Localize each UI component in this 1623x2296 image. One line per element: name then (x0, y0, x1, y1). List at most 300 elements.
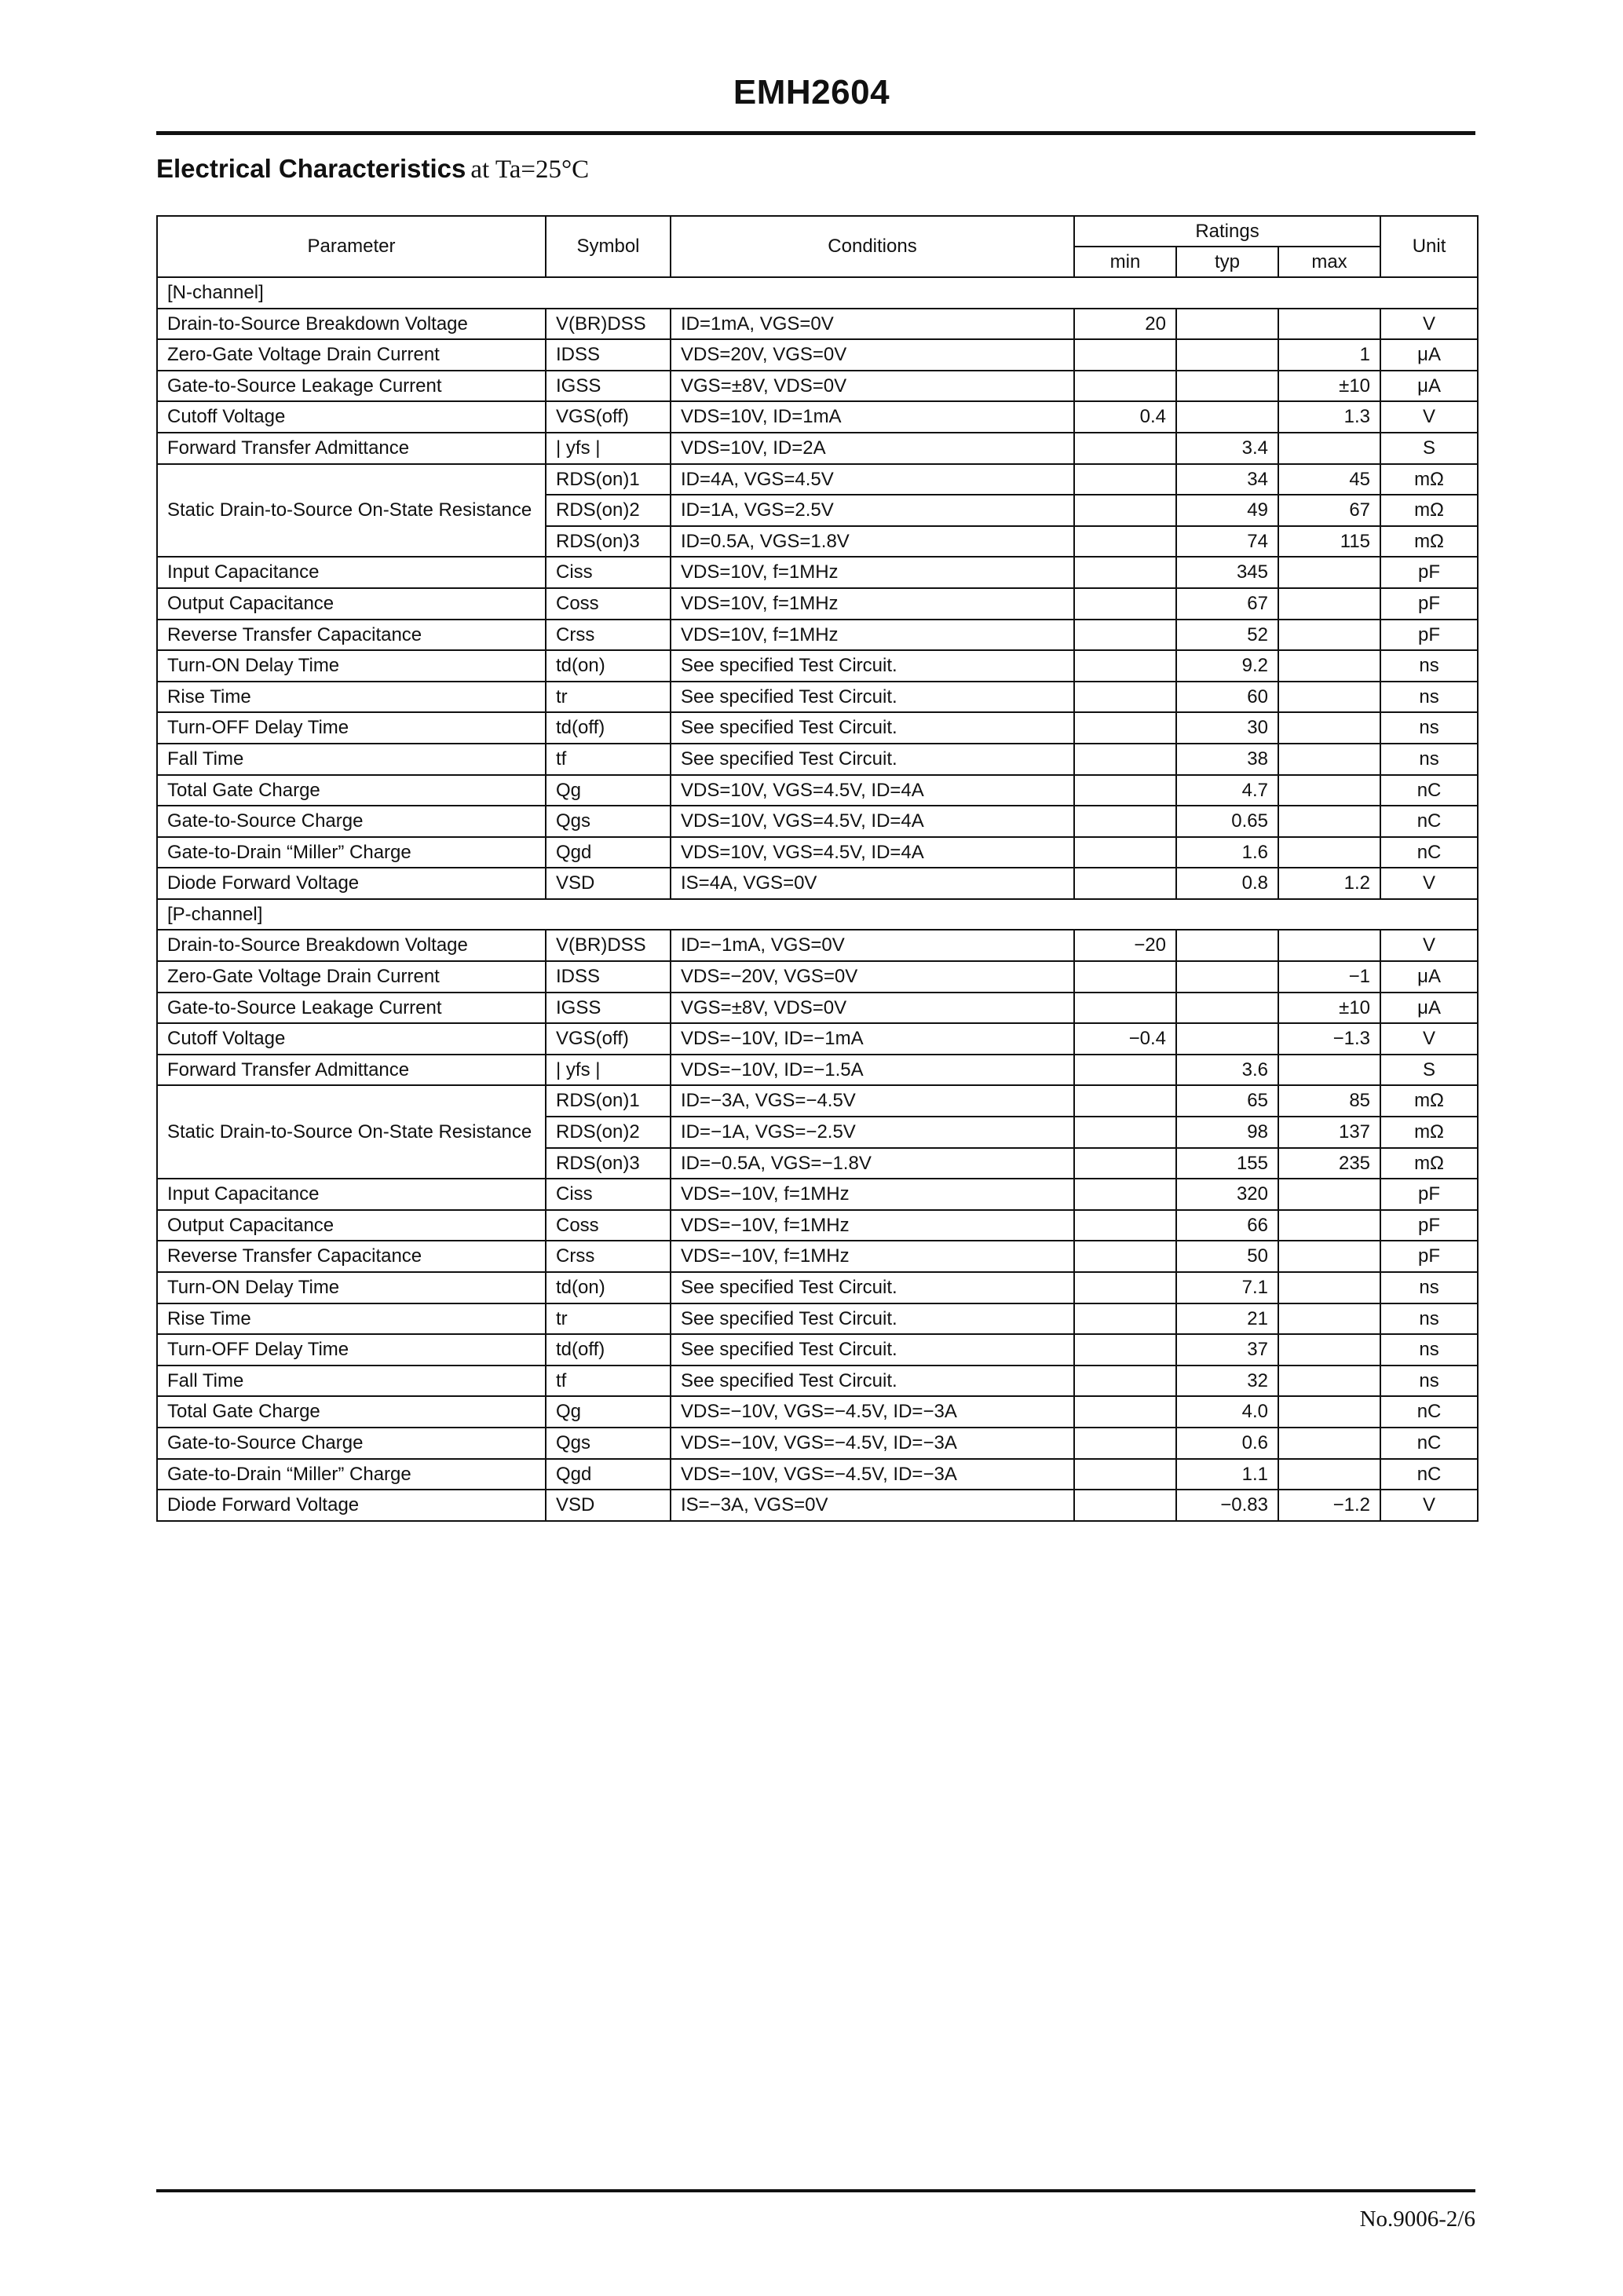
table-row (157, 1023, 1478, 1055)
typ-cell: 1.6 (1176, 837, 1278, 868)
symbol-cell: VSD (546, 1490, 671, 1521)
conditions-cell: See specified Test Circuit. (671, 1272, 1074, 1303)
conditions-cell: VDS=−10V, ID=−1.5A (671, 1055, 1074, 1086)
param-cell: Diode Forward Voltage (157, 868, 546, 899)
table-row (157, 682, 1478, 713)
unit-cell: nC (1380, 1396, 1478, 1428)
table-row (157, 1490, 1478, 1521)
section-heading (156, 154, 589, 185)
table-row (157, 961, 1478, 993)
unit-cell: V (1380, 930, 1478, 961)
min-cell (1074, 682, 1176, 713)
symbol-cell: td(on) (546, 650, 671, 682)
group-label: [N-channel] (157, 277, 1478, 309)
conditions-cell: VDS=−10V, f=1MHz (671, 1179, 1074, 1210)
max-cell: 45 (1278, 464, 1380, 495)
unit-cell: μA (1380, 993, 1478, 1024)
conditions-cell: VDS=10V, f=1MHz (671, 620, 1074, 651)
unit-cell: pF (1380, 1210, 1478, 1241)
min-cell (1074, 371, 1176, 402)
conditions-cell: ID=1A, VGS=2.5V (671, 495, 1074, 526)
conditions-cell: See specified Test Circuit. (671, 712, 1074, 744)
conditions-cell: ID=1mA, VGS=0V (671, 309, 1074, 340)
unit-cell: S (1380, 1055, 1478, 1086)
max-cell (1278, 837, 1380, 868)
param-cell: Turn-ON Delay Time (157, 650, 546, 682)
unit-cell: nC (1380, 837, 1478, 868)
conditions-cell: VGS=±8V, VDS=0V (671, 371, 1074, 402)
header-ratings: Ratings (1074, 216, 1380, 247)
unit-cell: V (1380, 868, 1478, 899)
typ-cell: 155 (1176, 1148, 1278, 1179)
symbol-cell: | yfs | (546, 1055, 671, 1086)
typ-cell: 49 (1176, 495, 1278, 526)
group-label: [P-channel] (157, 899, 1478, 930)
header-rule (156, 131, 1475, 135)
symbol-cell: | yfs | (546, 433, 671, 464)
min-cell: 20 (1074, 309, 1176, 340)
symbol-cell: IDSS (546, 339, 671, 371)
typ-cell: 50 (1176, 1241, 1278, 1272)
min-cell (1074, 650, 1176, 682)
conditions-cell: VDS=10V, ID=1mA (671, 401, 1074, 433)
param-cell: Turn-OFF Delay Time (157, 712, 546, 744)
max-cell (1278, 806, 1380, 837)
param-cell: Reverse Transfer Capacitance (157, 620, 546, 651)
unit-cell: nC (1380, 775, 1478, 806)
param-cell: Static Drain-to-Source On-State Resistance (157, 1085, 546, 1179)
conditions-cell: VDS=10V, ID=2A (671, 433, 1074, 464)
typ-cell: 9.2 (1176, 650, 1278, 682)
unit-cell: ns (1380, 1334, 1478, 1366)
unit-cell: ns (1380, 1272, 1478, 1303)
param-cell: Input Capacitance (157, 1179, 546, 1210)
unit-cell: V (1380, 309, 1478, 340)
table-row (157, 1303, 1478, 1335)
param-cell: Zero-Gate Voltage Drain Current (157, 961, 546, 993)
min-cell (1074, 1148, 1176, 1179)
table-row (157, 1179, 1478, 1210)
max-cell (1278, 650, 1380, 682)
symbol-cell: VGS(off) (546, 1023, 671, 1055)
symbol-cell: IGSS (546, 993, 671, 1024)
max-cell (1278, 620, 1380, 651)
conditions-cell: ID=−0.5A, VGS=−1.8V (671, 1148, 1074, 1179)
max-cell (1278, 712, 1380, 744)
typ-cell (1176, 993, 1278, 1024)
conditions-cell: VDS=10V, VGS=4.5V, ID=4A (671, 837, 1074, 868)
table-row (157, 1334, 1478, 1366)
typ-cell: 34 (1176, 464, 1278, 495)
unit-cell: mΩ (1380, 1117, 1478, 1148)
symbol-cell: Ciss (546, 1179, 671, 1210)
symbol-cell: tf (546, 744, 671, 775)
typ-cell: 65 (1176, 1085, 1278, 1117)
max-cell: 85 (1278, 1085, 1380, 1117)
min-cell (1074, 837, 1176, 868)
typ-cell (1176, 961, 1278, 993)
param-cell: Drain-to-Source Breakdown Voltage (157, 930, 546, 961)
param-cell: Zero-Gate Voltage Drain Current (157, 339, 546, 371)
typ-cell: 3.6 (1176, 1055, 1278, 1086)
max-cell: 67 (1278, 495, 1380, 526)
conditions-cell: See specified Test Circuit. (671, 682, 1074, 713)
min-cell (1074, 557, 1176, 588)
table-body (157, 277, 1478, 1521)
max-cell (1278, 557, 1380, 588)
symbol-cell: RDS(on)1 (546, 464, 671, 495)
param-cell: Output Capacitance (157, 1210, 546, 1241)
table-row (157, 433, 1478, 464)
max-cell: −1.2 (1278, 1490, 1380, 1521)
header-parameter: Parameter (157, 216, 546, 277)
table-row (157, 775, 1478, 806)
header-unit: Unit (1380, 216, 1478, 277)
typ-cell: 38 (1176, 744, 1278, 775)
table-row (157, 464, 1478, 495)
max-cell: ±10 (1278, 371, 1380, 402)
min-cell (1074, 1085, 1176, 1117)
symbol-cell: V(BR)DSS (546, 930, 671, 961)
symbol-cell: Qgd (546, 837, 671, 868)
symbol-cell: IGSS (546, 371, 671, 402)
typ-cell: 0.8 (1176, 868, 1278, 899)
typ-cell: 67 (1176, 588, 1278, 620)
max-cell: 1.2 (1278, 868, 1380, 899)
conditions-cell: VDS=−20V, VGS=0V (671, 961, 1074, 993)
conditions-cell: VDS=−10V, f=1MHz (671, 1210, 1074, 1241)
symbol-cell: td(on) (546, 1272, 671, 1303)
param-cell: Static Drain-to-Source On-State Resistance (157, 464, 546, 558)
conditions-cell: See specified Test Circuit. (671, 650, 1074, 682)
min-cell (1074, 1241, 1176, 1272)
max-cell (1278, 744, 1380, 775)
symbol-cell: Qgd (546, 1459, 671, 1490)
min-cell (1074, 1366, 1176, 1397)
symbol-cell: IDSS (546, 961, 671, 993)
unit-cell: S (1380, 433, 1478, 464)
symbol-cell: tr (546, 1303, 671, 1335)
symbol-cell: tr (546, 682, 671, 713)
symbol-cell: RDS(on)3 (546, 526, 671, 558)
conditions-cell: ID=−1mA, VGS=0V (671, 930, 1074, 961)
unit-cell: μA (1380, 339, 1478, 371)
max-cell: 137 (1278, 1117, 1380, 1148)
conditions-cell: VDS=10V, f=1MHz (671, 588, 1074, 620)
unit-cell: mΩ (1380, 464, 1478, 495)
max-cell (1278, 775, 1380, 806)
param-cell: Fall Time (157, 744, 546, 775)
conditions-cell: VDS=−10V, VGS=−4.5V, ID=−3A (671, 1396, 1074, 1428)
min-cell (1074, 339, 1176, 371)
max-cell (1278, 682, 1380, 713)
typ-cell: 345 (1176, 557, 1278, 588)
max-cell (1278, 433, 1380, 464)
table-row (157, 744, 1478, 775)
max-cell (1278, 1241, 1380, 1272)
typ-cell: 98 (1176, 1117, 1278, 1148)
symbol-cell: VGS(off) (546, 401, 671, 433)
typ-cell: 0.65 (1176, 806, 1278, 837)
max-cell (1278, 1459, 1380, 1490)
table-row (157, 1396, 1478, 1428)
conditions-cell: VDS=−10V, VGS=−4.5V, ID=−3A (671, 1459, 1074, 1490)
group-row (157, 277, 1478, 309)
conditions-cell: ID=0.5A, VGS=1.8V (671, 526, 1074, 558)
max-cell (1278, 1334, 1380, 1366)
conditions-cell: ID=−3A, VGS=−4.5V (671, 1085, 1074, 1117)
conditions-cell: See specified Test Circuit. (671, 1334, 1074, 1366)
table-row (157, 650, 1478, 682)
min-cell (1074, 1179, 1176, 1210)
table-row (157, 1459, 1478, 1490)
symbol-cell: VSD (546, 868, 671, 899)
typ-cell: 0.6 (1176, 1428, 1278, 1459)
conditions-cell: VGS=±8V, VDS=0V (671, 993, 1074, 1024)
min-cell (1074, 961, 1176, 993)
symbol-cell: RDS(on)1 (546, 1085, 671, 1117)
typ-cell (1176, 309, 1278, 340)
param-cell: Forward Transfer Admittance (157, 433, 546, 464)
unit-cell: mΩ (1380, 495, 1478, 526)
max-cell (1278, 1055, 1380, 1086)
min-cell (1074, 495, 1176, 526)
typ-cell: 60 (1176, 682, 1278, 713)
document-title: EMH2604 (733, 73, 890, 112)
unit-cell: V (1380, 1490, 1478, 1521)
table-row (157, 837, 1478, 868)
param-cell: Reverse Transfer Capacitance (157, 1241, 546, 1272)
min-cell (1074, 526, 1176, 558)
max-cell: −1.3 (1278, 1023, 1380, 1055)
max-cell (1278, 1428, 1380, 1459)
conditions-cell: VDS=10V, VGS=4.5V, ID=4A (671, 806, 1074, 837)
param-cell: Gate-to-Source Leakage Current (157, 993, 546, 1024)
max-cell: 1 (1278, 339, 1380, 371)
conditions-cell: See specified Test Circuit. (671, 1303, 1074, 1335)
header-conditions: Conditions (671, 216, 1074, 277)
characteristics-table (156, 215, 1479, 1522)
unit-cell: nC (1380, 1459, 1478, 1490)
unit-cell: ns (1380, 1366, 1478, 1397)
header-min: min (1074, 247, 1176, 277)
unit-cell: mΩ (1380, 1148, 1478, 1179)
unit-cell: ns (1380, 712, 1478, 744)
unit-cell: ns (1380, 744, 1478, 775)
min-cell (1074, 1396, 1176, 1428)
min-cell (1074, 775, 1176, 806)
min-cell (1074, 1428, 1176, 1459)
typ-cell (1176, 930, 1278, 961)
typ-cell: 32 (1176, 1366, 1278, 1397)
conditions-cell: VDS=20V, VGS=0V (671, 339, 1074, 371)
typ-cell: −0.83 (1176, 1490, 1278, 1521)
typ-cell: 4.0 (1176, 1396, 1278, 1428)
table-row (157, 371, 1478, 402)
min-cell (1074, 712, 1176, 744)
max-cell (1278, 1179, 1380, 1210)
table-row (157, 1085, 1478, 1117)
param-cell: Input Capacitance (157, 557, 546, 588)
min-cell (1074, 993, 1176, 1024)
typ-cell (1176, 1023, 1278, 1055)
max-cell: 1.3 (1278, 401, 1380, 433)
symbol-cell: Coss (546, 588, 671, 620)
param-cell: Turn-ON Delay Time (157, 1272, 546, 1303)
min-cell: 0.4 (1074, 401, 1176, 433)
symbol-cell: Crss (546, 620, 671, 651)
max-cell (1278, 588, 1380, 620)
unit-cell: ns (1380, 1303, 1478, 1335)
typ-cell: 74 (1176, 526, 1278, 558)
header-typ: typ (1176, 247, 1278, 277)
section-condition: at Ta=25°C (470, 155, 590, 184)
conditions-cell: VDS=−10V, ID=−1mA (671, 1023, 1074, 1055)
symbol-cell: Coss (546, 1210, 671, 1241)
max-cell: ±10 (1278, 993, 1380, 1024)
min-cell (1074, 433, 1176, 464)
symbol-cell: RDS(on)2 (546, 495, 671, 526)
symbol-cell: td(off) (546, 712, 671, 744)
symbol-cell: Crss (546, 1241, 671, 1272)
typ-cell: 30 (1176, 712, 1278, 744)
typ-cell: 3.4 (1176, 433, 1278, 464)
min-cell (1074, 1303, 1176, 1335)
unit-cell: nC (1380, 1428, 1478, 1459)
unit-cell: pF (1380, 557, 1478, 588)
symbol-cell: V(BR)DSS (546, 309, 671, 340)
table-row (157, 1055, 1478, 1086)
table-row (157, 1272, 1478, 1303)
group-row (157, 899, 1478, 930)
unit-cell: mΩ (1380, 1085, 1478, 1117)
min-cell: −20 (1074, 930, 1176, 961)
unit-cell: V (1380, 1023, 1478, 1055)
min-cell (1074, 1272, 1176, 1303)
symbol-cell: td(off) (546, 1334, 671, 1366)
param-cell: Forward Transfer Admittance (157, 1055, 546, 1086)
param-cell: Diode Forward Voltage (157, 1490, 546, 1521)
conditions-cell: VDS=−10V, VGS=−4.5V, ID=−3A (671, 1428, 1074, 1459)
max-cell (1278, 1303, 1380, 1335)
typ-cell: 52 (1176, 620, 1278, 651)
min-cell (1074, 1334, 1176, 1366)
table-row (157, 620, 1478, 651)
unit-cell: pF (1380, 588, 1478, 620)
param-cell: Total Gate Charge (157, 775, 546, 806)
param-cell: Rise Time (157, 682, 546, 713)
max-cell (1278, 309, 1380, 340)
param-cell: Cutoff Voltage (157, 401, 546, 433)
min-cell (1074, 1117, 1176, 1148)
symbol-cell: RDS(on)3 (546, 1148, 671, 1179)
min-cell (1074, 1490, 1176, 1521)
param-cell: Output Capacitance (157, 588, 546, 620)
section-title: Electrical Characteristics (156, 154, 466, 183)
table-row (157, 712, 1478, 744)
symbol-cell: Qg (546, 775, 671, 806)
max-cell: 235 (1278, 1148, 1380, 1179)
param-cell: Gate-to-Source Leakage Current (157, 371, 546, 402)
page-number: No.9006-2/6 (1359, 2206, 1475, 2232)
unit-cell: pF (1380, 1241, 1478, 1272)
min-cell (1074, 744, 1176, 775)
min-cell: −0.4 (1074, 1023, 1176, 1055)
table-row (157, 1210, 1478, 1241)
min-cell (1074, 1055, 1176, 1086)
unit-cell: ns (1380, 682, 1478, 713)
unit-cell: ns (1380, 650, 1478, 682)
max-cell: 115 (1278, 526, 1380, 558)
symbol-cell: tf (546, 1366, 671, 1397)
typ-cell: 320 (1176, 1179, 1278, 1210)
symbol-cell: Qgs (546, 806, 671, 837)
table-row (157, 1366, 1478, 1397)
table-row (157, 557, 1478, 588)
max-cell (1278, 1272, 1380, 1303)
header-max: max (1278, 247, 1380, 277)
symbol-cell: Qg (546, 1396, 671, 1428)
table-row (157, 868, 1478, 899)
unit-cell: nC (1380, 806, 1478, 837)
symbol-cell: Ciss (546, 557, 671, 588)
conditions-cell: ID=−1A, VGS=−2.5V (671, 1117, 1074, 1148)
footer-rule (156, 2189, 1475, 2192)
param-cell: Drain-to-Source Breakdown Voltage (157, 309, 546, 340)
unit-cell: pF (1380, 1179, 1478, 1210)
min-cell (1074, 588, 1176, 620)
typ-cell (1176, 339, 1278, 371)
unit-cell: μA (1380, 371, 1478, 402)
typ-cell: 21 (1176, 1303, 1278, 1335)
typ-cell: 1.1 (1176, 1459, 1278, 1490)
table-row (157, 930, 1478, 961)
typ-cell: 37 (1176, 1334, 1278, 1366)
symbol-cell: RDS(on)2 (546, 1117, 671, 1148)
unit-cell: mΩ (1380, 526, 1478, 558)
conditions-cell: VDS=−10V, f=1MHz (671, 1241, 1074, 1272)
table-row (157, 309, 1478, 340)
symbol-cell: Qgs (546, 1428, 671, 1459)
param-cell: Turn-OFF Delay Time (157, 1334, 546, 1366)
param-cell: Fall Time (157, 1366, 546, 1397)
min-cell (1074, 806, 1176, 837)
param-cell: Gate-to-Source Charge (157, 806, 546, 837)
typ-cell: 4.7 (1176, 775, 1278, 806)
conditions-cell: ID=4A, VGS=4.5V (671, 464, 1074, 495)
min-cell (1074, 868, 1176, 899)
conditions-cell: See specified Test Circuit. (671, 744, 1074, 775)
table-row (157, 1428, 1478, 1459)
param-cell: Cutoff Voltage (157, 1023, 546, 1055)
conditions-cell: VDS=10V, VGS=4.5V, ID=4A (671, 775, 1074, 806)
header-symbol: Symbol (546, 216, 671, 277)
typ-cell: 7.1 (1176, 1272, 1278, 1303)
unit-cell: V (1380, 401, 1478, 433)
unit-cell: pF (1380, 620, 1478, 651)
conditions-cell: See specified Test Circuit. (671, 1366, 1074, 1397)
min-cell (1074, 1210, 1176, 1241)
max-cell (1278, 930, 1380, 961)
min-cell (1074, 620, 1176, 651)
conditions-cell: IS=4A, VGS=0V (671, 868, 1074, 899)
param-cell: Total Gate Charge (157, 1396, 546, 1428)
max-cell (1278, 1210, 1380, 1241)
conditions-cell: VDS=10V, f=1MHz (671, 557, 1074, 588)
max-cell: −1 (1278, 961, 1380, 993)
min-cell (1074, 464, 1176, 495)
conditions-cell: IS=−3A, VGS=0V (671, 1490, 1074, 1521)
